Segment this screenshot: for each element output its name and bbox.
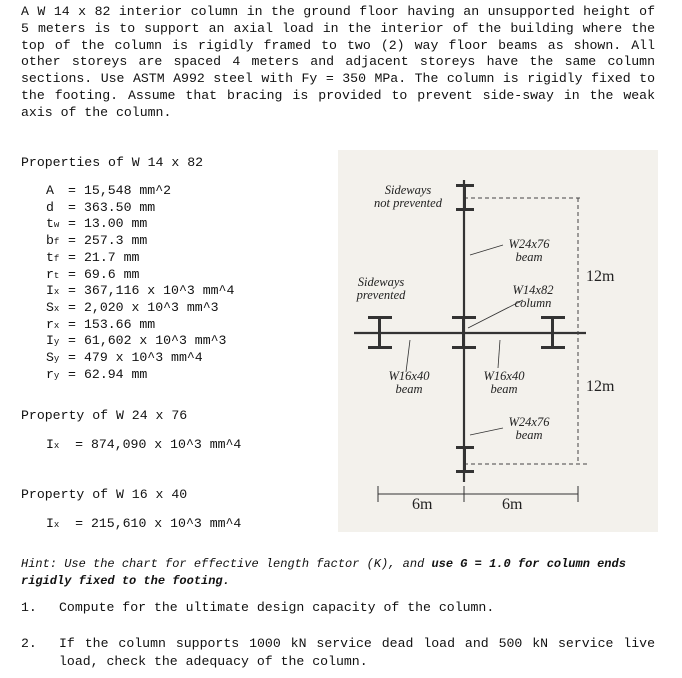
property-symbol-letter: I xyxy=(46,333,54,349)
property-equals: = xyxy=(68,216,76,232)
property-symbol-subscript: f xyxy=(53,253,60,264)
property-symbol xyxy=(46,333,68,350)
w16-ix-sub: x xyxy=(53,520,60,530)
w24-property-title: Property of W 24 x 76 xyxy=(21,408,188,423)
property-equals: = xyxy=(68,299,76,315)
question-2-number: 2. xyxy=(21,636,37,651)
property-symbol xyxy=(46,216,68,233)
property-symbol xyxy=(46,233,68,250)
property-equals: = xyxy=(68,333,76,349)
label-beam-bottom-l1: W24x76 xyxy=(508,415,550,429)
property-equals: = xyxy=(68,366,76,382)
label-beam-mid-l1: W16x40 xyxy=(483,369,525,383)
w14-property-row xyxy=(46,333,226,349)
property-equals: = xyxy=(68,316,76,332)
label-beam-left xyxy=(376,370,442,396)
property-value: 69.6 mm xyxy=(84,266,140,282)
property-symbol-subscript: t xyxy=(53,270,60,281)
i-top-flange-b xyxy=(456,208,474,211)
label-sideways-not-prevented-l1: Sideways xyxy=(384,183,432,197)
w14-property-row xyxy=(46,367,147,383)
property-symbol-letter: I xyxy=(46,283,54,299)
w16-ix-sym: I xyxy=(46,516,54,531)
property-value: 153.66 mm xyxy=(84,316,156,332)
property-value: 62.94 mm xyxy=(84,366,148,382)
property-symbol xyxy=(46,300,68,317)
frame-figure xyxy=(338,150,658,532)
property-equals: = xyxy=(68,249,76,265)
property-symbol-letter: r xyxy=(46,266,54,282)
property-symbol-subscript: f xyxy=(53,237,60,248)
hint-bold: use G = 1.0 for column ends rigidly fixed to the footing. xyxy=(21,557,626,588)
property-equals: = xyxy=(68,283,76,299)
question-2-text: If the column supports 1000 kN service dead load and 500 kN service live load, check the adequacy of the column. xyxy=(59,636,655,669)
label-beam-top-l1: W24x76 xyxy=(508,237,550,251)
property-symbol-subscript: w xyxy=(53,220,60,231)
property-equals: = xyxy=(68,233,76,249)
label-sideways-not-prevented xyxy=(368,184,448,210)
label-beam-top xyxy=(498,238,560,264)
property-symbol xyxy=(46,283,68,300)
property-symbol xyxy=(46,317,68,334)
dim-left-6m: 6m xyxy=(412,496,433,513)
label-column-l1: W14x82 xyxy=(512,283,554,297)
property-symbol-letter: t xyxy=(46,249,54,265)
w14-properties-title: Properties of W 14 x 82 xyxy=(21,155,204,170)
property-symbol xyxy=(46,200,68,217)
property-symbol xyxy=(46,350,68,367)
hint-prefix: Hint: Use the chart for effective length factor (K), and xyxy=(21,557,432,571)
w14-property-row xyxy=(46,233,147,249)
property-symbol-letter: S xyxy=(46,350,54,365)
w14-property-row xyxy=(46,283,234,299)
dim-right-6m: 6m xyxy=(502,496,523,513)
label-sideways-prevented-l1: Sideways xyxy=(357,275,405,289)
label-beam-bottom-l2: beam xyxy=(515,428,543,442)
label-sideways-not-prevented-l2: not prevented xyxy=(374,196,442,210)
property-equals: = xyxy=(68,266,76,282)
problem-statement: A W 14 x 82 interior column in the ground floor having an unsupported height of 5 meters is to support an axial load in the interior of the building where the top of the column is rigidly framed to two (2) way floor beams as shown. All other storeys are spaced 4 meters and adjacent storeys have the same column sections. Use ASTM A992 steel with Fy = 350 MPa. The column is rigidly fixed to the footing. Assume that bracing is provided to prevent side-sway in the weak axis of the column. xyxy=(21,4,655,120)
property-symbol-letter: d xyxy=(46,199,54,215)
property-value: 13.00 mm xyxy=(84,216,148,232)
dim-top-12m: 12m xyxy=(586,268,615,285)
property-symbol-subscript: y xyxy=(53,370,60,381)
w16-ix-value: = 215,610 x 10^3 mm^4 xyxy=(75,516,242,531)
property-symbol-letter: t xyxy=(46,216,54,232)
w14-property-row xyxy=(46,350,203,366)
property-equals: = xyxy=(68,350,76,365)
label-sideways-prevented xyxy=(346,276,416,302)
w14-property-row xyxy=(46,317,155,333)
property-symbol-subscript: x xyxy=(53,303,60,314)
property-value: 15,548 mm^2 xyxy=(84,183,172,198)
property-value: 367,116 x 10^3 mm^4 xyxy=(84,283,235,299)
property-value: 61,602 x 10^3 mm^3 xyxy=(84,333,227,349)
w16-property-title: Property of W 16 x 40 xyxy=(21,487,188,502)
w14-property-row xyxy=(46,183,171,199)
property-symbol-letter: b xyxy=(46,233,54,249)
property-symbol xyxy=(46,367,68,384)
label-sideways-prevented-l2: prevented xyxy=(356,288,406,302)
property-symbol-subscript: x xyxy=(53,320,60,331)
property-symbol-subscript: x xyxy=(53,287,60,298)
property-value: 21.7 mm xyxy=(84,249,140,265)
property-symbol-subscript: y xyxy=(53,354,60,364)
label-column xyxy=(502,284,564,310)
w24-ix xyxy=(46,437,241,452)
w14-property-row xyxy=(46,250,139,266)
property-symbol xyxy=(46,183,68,200)
label-beam-left-l2: beam xyxy=(395,382,423,396)
label-beam-mid xyxy=(474,370,534,396)
property-symbol-letter: S xyxy=(46,299,54,315)
w14-property-row xyxy=(46,200,155,216)
w24-ix-sym: I xyxy=(46,437,54,452)
question-1 xyxy=(21,599,655,619)
dim-bottom-12m: 12m xyxy=(586,378,615,395)
question-1-number: 1. xyxy=(21,600,37,615)
property-value: 479 x 10^3 mm^4 xyxy=(84,350,203,365)
property-symbol-letter: r xyxy=(46,366,54,382)
property-symbol xyxy=(46,267,68,284)
property-symbol-letter: A xyxy=(46,183,54,198)
property-value: 2,020 x 10^3 mm^3 xyxy=(84,299,219,315)
property-equals: = xyxy=(68,183,76,198)
property-symbol-letter: r xyxy=(46,316,54,332)
label-column-l2: column xyxy=(514,296,552,310)
property-equals: = xyxy=(68,199,76,215)
w24-ix-value: = 874,090 x 10^3 mm^4 xyxy=(75,437,242,452)
hint-text xyxy=(21,556,655,589)
property-symbol xyxy=(46,250,68,267)
property-symbol-subscript: y xyxy=(53,337,60,348)
label-beam-mid-l2: beam xyxy=(490,382,518,396)
label-beam-left-l1: W16x40 xyxy=(388,369,430,383)
w14-property-row xyxy=(46,216,147,232)
w16-ix xyxy=(46,516,241,531)
w14-property-row xyxy=(46,300,219,316)
w24-ix-sub: x xyxy=(53,441,60,451)
label-beam-bottom xyxy=(498,416,560,442)
property-value: 257.3 mm xyxy=(84,233,148,249)
question-1-text: Compute for the ultimate design capacity of the column. xyxy=(59,600,495,615)
i-top-web xyxy=(463,184,466,210)
property-value: 363.50 mm xyxy=(84,199,156,215)
question-2 xyxy=(21,635,655,675)
w14-property-row xyxy=(46,267,139,283)
label-beam-top-l2: beam xyxy=(515,250,543,264)
